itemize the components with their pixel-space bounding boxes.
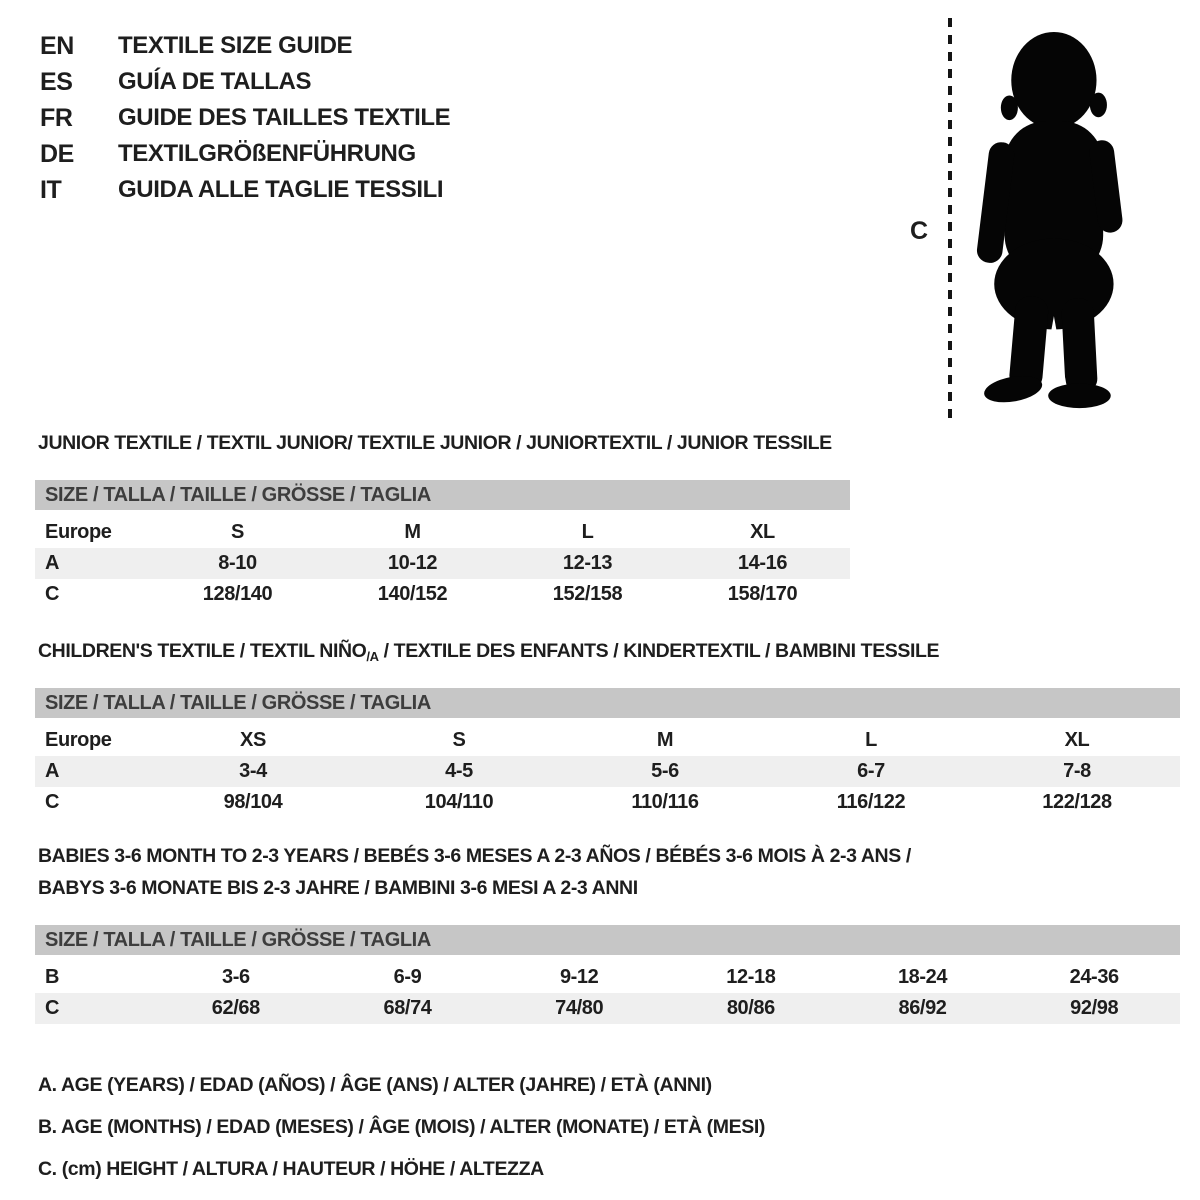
table-row-height [35, 579, 850, 610]
language-row-en [40, 28, 450, 64]
children-size-table [35, 688, 1180, 818]
age-cell: 14-16 [737, 552, 788, 574]
height-cell: 122/128 [1042, 791, 1112, 813]
age-cell: 5-6 [651, 760, 679, 782]
legend-line-c: C. (cm) HEIGHT / ALTURA / HAUTEUR / HÖHE / ALTEZZA [38, 1157, 544, 1180]
height-measure-label: C [910, 217, 928, 245]
age-cell: 10-12 [387, 552, 438, 574]
height-cell: 116/122 [836, 791, 906, 813]
guide-title: GUIDE DES TAILLES TEXTILE [118, 104, 451, 131]
size-header-bar: SIZE / TALLA / TAILLE / GRÖSSE / TAGLIA [35, 480, 850, 510]
measure-legend [38, 1064, 765, 1190]
size-cell: XS [240, 729, 266, 751]
table-row-age [35, 548, 850, 579]
height-cell: 92/98 [1070, 997, 1119, 1019]
table-row-europe [35, 725, 1180, 756]
babies-size-table [35, 925, 1180, 1024]
guide-title: GUIDA ALLE TAGLIE TESSILI [118, 176, 444, 203]
guide-title: GUÍA DE TALLAS [118, 68, 312, 95]
month-cell: 12-18 [726, 966, 776, 988]
row-label: C [45, 791, 60, 813]
height-cell: 98/104 [223, 791, 283, 813]
height-cell: 152/158 [552, 583, 623, 605]
height-cell: 110/116 [631, 791, 699, 813]
month-cell: 6-9 [393, 966, 422, 988]
height-cell: 128/140 [202, 583, 273, 605]
row-label: A [45, 760, 60, 782]
language-code: ES [40, 67, 73, 96]
table-row-height [35, 787, 1180, 818]
height-cell: 158/170 [727, 583, 798, 605]
size-cell: M [404, 521, 421, 543]
month-cell: 3-6 [221, 966, 250, 988]
height-cell: 80/86 [726, 997, 775, 1019]
babies-table-body [35, 962, 1180, 1024]
age-cell: 8-10 [218, 552, 257, 574]
row-label: C [45, 583, 60, 605]
height-cell: 104/110 [424, 791, 494, 813]
row-label: B [45, 966, 60, 988]
legend-line-a: A. AGE (YEARS) / EDAD (AÑOS) / ÂGE (ANS) / ALTER (JAHRE) / ETÀ (ANNI) [38, 1073, 712, 1096]
row-label: A [45, 552, 60, 574]
legend-line-b: B. AGE (MONTHS) / EDAD (MESES) / ÂGE (MOIS) / ALTER (MONATE) / ETÀ (MESI) [38, 1115, 765, 1138]
children-title-suffix: / TEXTILE DES ENFANTS / KINDERTEXTIL / BAMBINI TESSILE [378, 640, 940, 662]
table-row-height [35, 993, 1180, 1024]
language-code: IT [40, 175, 62, 204]
children-title-prefix: CHILDREN'S TEXTILE / TEXTIL NIÑO [38, 640, 367, 662]
language-row-fr [40, 100, 450, 136]
age-cell: 6-7 [857, 760, 885, 782]
size-cell: M [656, 729, 674, 751]
size-cell: L [581, 521, 594, 543]
language-row-es [40, 64, 450, 100]
height-cell: 86/92 [898, 997, 947, 1019]
height-figure [890, 10, 1190, 430]
table-row-age [35, 756, 1180, 787]
row-label: Europe [45, 729, 112, 751]
table-row-europe [35, 517, 850, 548]
height-cell: 74/80 [555, 997, 604, 1019]
junior-table-body [35, 517, 850, 610]
size-header-bar: SIZE / TALLA / TAILLE / GRÖSSE / TAGLIA [35, 925, 1180, 955]
size-header-bar: SIZE / TALLA / TAILLE / GRÖSSE / TAGLIA [35, 688, 1180, 718]
children-title-subscript: /A [366, 649, 379, 664]
age-cell: 7-8 [1063, 760, 1091, 782]
babies-section-title-line1: BABIES 3-6 MONTH TO 2-3 YEARS / BEBÉS 3-6 MESES A 2-3 AÑOS / BÉBÉS 3-6 MOIS À 2-3 ANS / [38, 845, 911, 867]
language-code: EN [40, 31, 74, 60]
language-row-it [40, 172, 450, 208]
age-cell: 12-13 [562, 552, 613, 574]
language-code: DE [40, 139, 74, 168]
month-cell: 9-12 [559, 966, 599, 988]
children-table-body [35, 725, 1180, 818]
toddler-silhouette-icon [962, 18, 1142, 423]
language-code: FR [40, 103, 73, 132]
month-cell: 24-36 [1069, 966, 1119, 988]
babies-section-title-line2: BABYS 3-6 MONATE BIS 2-3 JAHRE / BAMBINI 3-6 MESI A 2-3 ANNI [38, 877, 638, 899]
row-label: C [45, 997, 60, 1019]
language-title-list [40, 28, 450, 208]
age-cell: 4-5 [445, 760, 473, 782]
month-cell: 18-24 [897, 966, 948, 988]
height-cell: 62/68 [211, 997, 260, 1019]
row-label: Europe [45, 521, 112, 543]
height-cell: 140/152 [377, 583, 448, 605]
junior-section-title: JUNIOR TEXTILE / TEXTIL JUNIOR/ TEXTILE JUNIOR / JUNIORTEXTIL / JUNIOR TESSILE [38, 432, 832, 454]
height-cell: 68/74 [383, 997, 432, 1019]
children-section-title [38, 640, 939, 664]
guide-title: TEXTILGRÖßENFÜHRUNG [118, 140, 416, 167]
size-cell: S [231, 521, 244, 543]
junior-size-table [35, 480, 850, 610]
size-cell: XL [1064, 729, 1090, 751]
guide-title: TEXTILE SIZE GUIDE [118, 32, 353, 59]
language-row-de [40, 136, 450, 172]
age-cell: 3-4 [239, 760, 267, 782]
height-measure-line [948, 18, 952, 418]
size-cell: S [452, 729, 466, 751]
size-cell: L [865, 729, 877, 751]
size-cell: XL [750, 521, 775, 543]
table-row-months [35, 962, 1180, 993]
